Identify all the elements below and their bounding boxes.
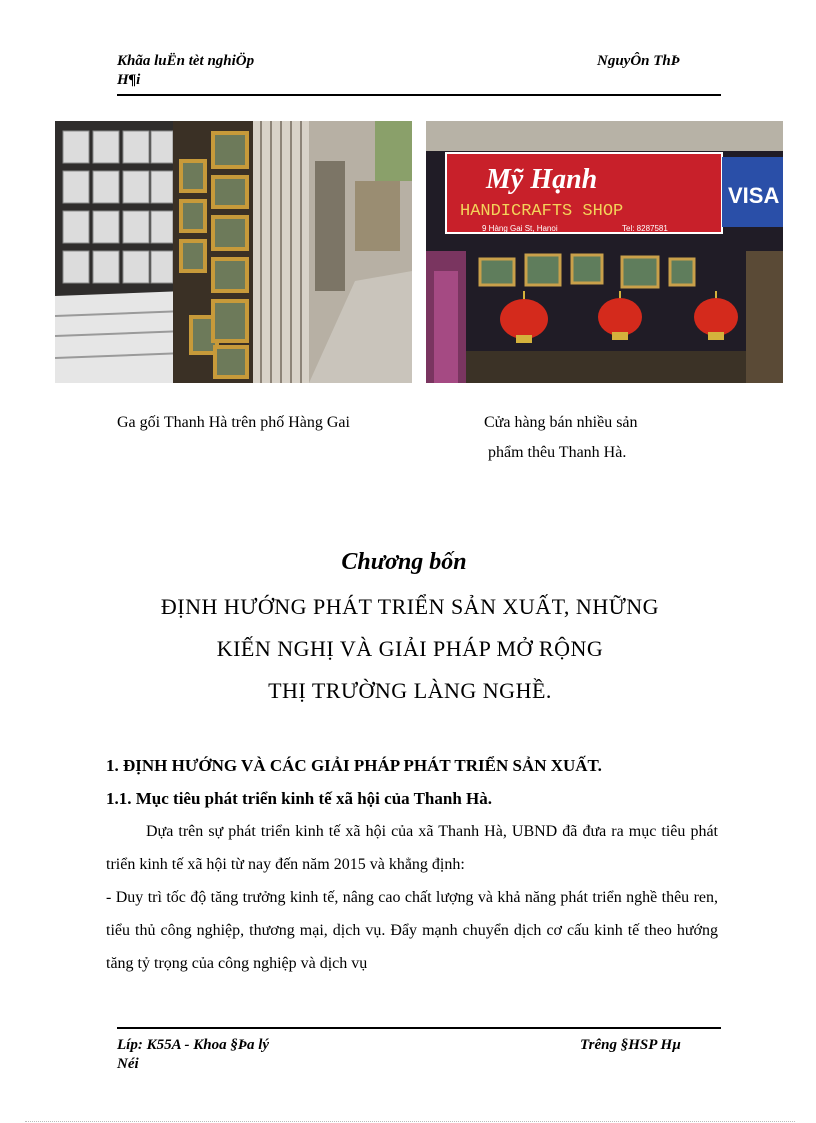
header-rule [117,94,721,96]
header-left-line1: Khãa luËn tèt nghiÖp [117,53,255,69]
chapter-title-line2: KIẾN NGHỊ VÀ GIẢI PHÁP MỞ RỘNG [216,636,604,661]
footer-rule [117,1027,721,1029]
footer-left-line2: Néi [117,1056,139,1072]
paragraph-2: - Duy trì tốc độ tăng trưởng kinh tế, nâng cao chất lượng và khả năng phát triển nghề thêu ren, tiểu thủ công nghiệp, thương mại, dịch vụ. Đẩy mạnh chuyển dịch cơ cấu kinh tế theo hướng tăng tỷ trọng của công nghiệp và dịch vụ [106,889,718,972]
paragraph-1: Dựa trên sự phát triển kinh tế xã hội của xã Thanh Hà, UBND đã đưa ra mục tiêu phát triển kinh tế xã hội từ nay đến năm 2015 và khẳng định: [106,823,718,873]
photo-embroidery-shop [55,121,412,383]
section-heading-1: 1. ĐỊNH HƯỚNG VÀ CÁC GIẢI PHÁP PHÁT TRIỂN SẢN XUẤT. [106,756,602,775]
section-heading-1-1: 1.1. Mục tiêu phát triển kinh tế xã hội của Thanh Hà. [106,789,493,808]
caption-right [484,408,684,468]
chapter-label: Chương bốn [341,549,467,575]
caption-right-line1: Cửa hàng bán nhiều sản [484,414,638,431]
chapter-title-line1: ĐỊNH HƯỚNG PHÁT TRIỂN SẢN XUẤT, NHỮNG [160,594,660,619]
page-bottom-dotted-line [25,1121,795,1122]
footer-left [117,1036,269,1074]
shop-sign-address: 9 Hàng Gai St, Hanoi [482,224,558,233]
photo-handicrafts-shop-drawing [426,121,783,383]
shop-sign-subtitle: HANDICRAFTS SHOP [460,202,624,221]
shop-sign-tel: Tel: 8287581 [622,224,668,233]
caption-right-line2: phẩm thêu Thanh Hà. [488,444,627,461]
chapter-title-line3: THỊ TRƯỜNG LÀNG NGHỀ. [268,678,552,703]
shop-sign-brand: Mỹ Hạnh [486,164,598,195]
header-left [117,52,254,90]
caption-left: Ga gối Thanh Hà trên phố Hàng Gai [117,414,350,431]
header-left-line2: H¶i [117,72,141,88]
header-right: NguyÔn ThÞ [597,53,680,69]
photo-embroidery-shop-drawing [55,121,412,383]
footer-left-line1: Líp: K55A - Khoa §Þa lý [117,1037,270,1053]
photo-handicrafts-shop [426,121,783,383]
visa-sign: VISA [728,183,780,208]
footer-right: Trêng §HSP Hµ [580,1037,681,1053]
